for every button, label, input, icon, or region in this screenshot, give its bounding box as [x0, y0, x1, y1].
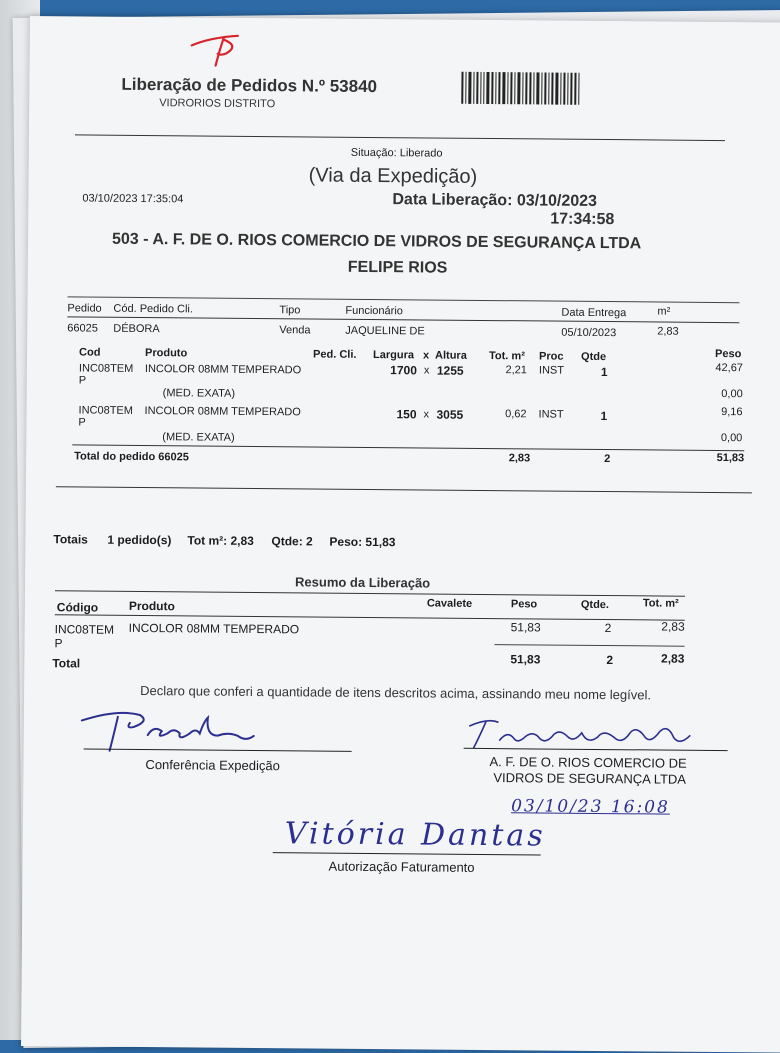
item-altura: 1255	[436, 363, 464, 378]
col-proc: Proc	[538, 350, 564, 363]
document-sheet	[21, 16, 780, 1053]
summary-col-peso: Peso	[510, 598, 538, 611]
item-proc: INST	[538, 408, 564, 421]
summary-row-peso: 51,83	[510, 620, 541, 635]
item-medida: (MED. EXATA)	[162, 387, 236, 400]
summary-total-label: Total	[52, 656, 81, 671]
handwritten-name: Vitória Dantas	[284, 816, 546, 854]
item-cod: INC08TEM	[78, 404, 134, 417]
totals-qtde: Qtde: 2	[271, 534, 313, 549]
col-peso: Peso	[715, 347, 742, 361]
item-largura: 1700	[390, 363, 417, 378]
col-cod-pedido-cli: Cód. Pedido Cli.	[113, 302, 193, 316]
summary-col-cavalete: Cavalete	[426, 597, 473, 610]
col-pedido: Pedido	[67, 302, 102, 315]
declaration-text	[140, 683, 651, 702]
item-tot-m2: 2,21	[505, 364, 527, 377]
company-sign-line2: VIDROS DE SEGURANÇA LTDA	[493, 770, 687, 787]
order-number: 66025	[67, 322, 98, 335]
divider	[495, 644, 685, 647]
contact-name: FELIPE RIOS	[347, 258, 448, 277]
summary-total-peso: 51,83	[510, 652, 541, 667]
divider	[75, 134, 725, 141]
item-produto: INCOLOR 08MM TEMPERADO	[144, 363, 302, 377]
divider	[67, 316, 739, 323]
item-tot-m2: 0,62	[505, 408, 527, 421]
col-data-entrega: Data Entrega	[561, 306, 627, 320]
col-cod: Cod	[79, 346, 101, 359]
totals-pedidos: 1 pedido(s)	[107, 532, 172, 548]
summary-title: Resumo da Liberação	[295, 574, 431, 591]
order-total-qtde: 2	[604, 453, 611, 466]
handwritten-date: 03/10/23 16:08	[511, 796, 670, 818]
item-qtde: 1	[600, 408, 608, 424]
summary-col-qtde: Qtde.	[580, 598, 610, 612]
col-tot-m2: Tot. m²	[488, 350, 525, 363]
item-cod: INC08TEM	[78, 362, 134, 375]
company-sign-line1: A. F. DE O. RIOS COMERCIO DE	[489, 754, 687, 771]
status-label: Situação: Liberado	[350, 146, 443, 160]
barcode-icon	[461, 72, 581, 105]
red-mark-icon	[190, 31, 250, 72]
autorizacao-label: Autorização Faturamento	[328, 858, 475, 875]
col-largura: Largura	[373, 349, 415, 362]
item-peso: 9,16	[721, 406, 743, 419]
divider	[72, 444, 744, 451]
summary-col-tot-m2: Tot. m²	[642, 597, 679, 610]
declaration: Declaro que conferi a quantidade de itens descritos acima, assinando meu nome legível.	[140, 682, 652, 703]
summary-row-codigo-suffix: P	[54, 636, 63, 651]
col-funcionario: Funcionário	[345, 304, 403, 318]
summary-row-produto: INCOLOR 08MM TEMPERADO	[128, 620, 300, 637]
item-peso-extra: 0,00	[721, 388, 743, 401]
customer-name: 503 - A. F. DE O. RIOS COMERCIO DE VIDROS DE SEGURANÇA LTDA	[111, 230, 642, 253]
item-cod-suffix: P	[78, 416, 86, 429]
item-cod-suffix: P	[78, 374, 87, 387]
item-peso-extra: 0,00	[720, 432, 743, 445]
totals-peso: Peso: 51,83	[329, 534, 396, 550]
totals-label: Totais	[53, 532, 88, 547]
conferencia-label: Conferência Expedição	[145, 757, 280, 774]
item-altura: 3055	[436, 407, 464, 422]
summary-col-codigo: Código	[56, 600, 99, 615]
order-total-peso: 51,83	[716, 452, 745, 465]
divider	[55, 614, 685, 620]
summary-row-qtde: 2	[604, 621, 612, 636]
col-m2: m²	[657, 305, 671, 318]
col-qtde: Qtde	[580, 350, 607, 364]
release-time: 17:34:58	[550, 210, 615, 229]
col-ped-cli: Ped. Cli.	[313, 348, 357, 361]
release-date: Data Liberação: 03/10/2023	[392, 191, 598, 210]
company-branch: VIDRORIOS DISTRITO	[159, 97, 276, 111]
item-produto: INCOLOR 08MM TEMPERADO	[144, 405, 301, 419]
divider	[55, 590, 685, 596]
item-proc: INST	[538, 364, 565, 377]
printed-timestamp: 03/10/2023 17:35:04	[82, 192, 184, 206]
summary-row-tot-m2: 2,83	[661, 619, 685, 634]
divider	[56, 486, 752, 493]
summary-total-qtde: 2	[606, 653, 614, 668]
order-m2: 2,83	[657, 325, 679, 338]
col-produto: Produto	[145, 347, 188, 360]
item-largura: 150	[396, 407, 417, 422]
col-x: x	[423, 349, 430, 362]
item-qtde: 1	[600, 364, 608, 380]
order-type: Venda	[279, 324, 311, 337]
order-total-label: Total do pedido 66025	[74, 450, 189, 464]
col-altura: Altura	[435, 349, 467, 362]
document-title: Liberação de Pedidos N.º 53840	[121, 74, 378, 97]
divider	[68, 296, 740, 303]
item-peso: 42,67	[715, 361, 744, 375]
summary-total-tot-m2: 2,83	[660, 651, 685, 666]
item-x: x	[423, 364, 430, 377]
copy-label: (Via da Expedição)	[308, 164, 478, 188]
summary-col-produto: Produto	[128, 598, 175, 614]
item-x: x	[423, 408, 430, 421]
item-medida: (MED. EXATA)	[162, 431, 235, 444]
order-total-m2: 2,83	[508, 452, 531, 465]
col-tipo: Tipo	[279, 304, 301, 317]
summary-row-codigo: INC08TEM	[54, 622, 115, 637]
order-delivery-date: 05/10/2023	[561, 326, 617, 340]
totals-m2: Tot m²: 2,83	[187, 533, 254, 548]
order-client-code: DÉBORA	[113, 322, 160, 336]
order-employee: JAQUELINE DE	[345, 324, 425, 338]
